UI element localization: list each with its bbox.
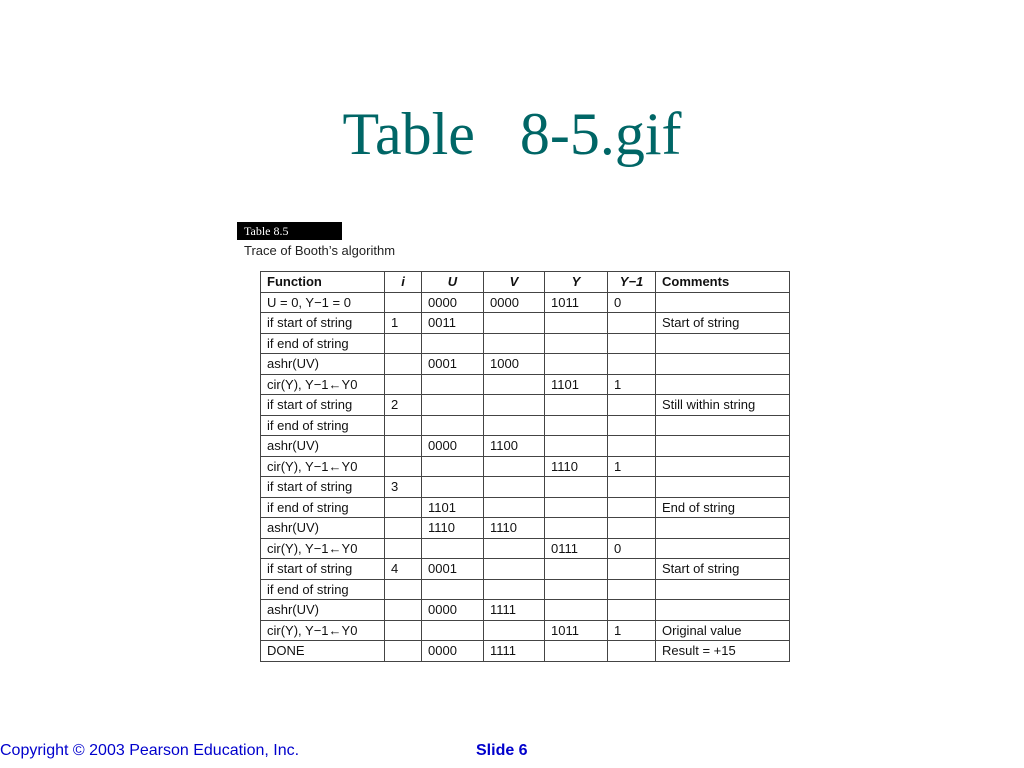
cell-function: ashr(UV) — [261, 436, 385, 457]
cell-y-minus-1 — [608, 395, 656, 416]
header-function: Function — [261, 272, 385, 293]
table-row — [261, 518, 790, 539]
cell-y — [545, 518, 608, 539]
cell-v: 1111 — [484, 600, 545, 621]
cell-i — [385, 579, 422, 600]
cell-u: 0000 — [422, 436, 484, 457]
cell-y-minus-1 — [608, 559, 656, 580]
cell-v — [484, 477, 545, 498]
cell-y — [545, 415, 608, 436]
cell-comments — [656, 456, 790, 477]
cell-i — [385, 456, 422, 477]
cell-v: 1111 — [484, 641, 545, 662]
header-y: Y — [545, 272, 608, 293]
cell-v — [484, 620, 545, 641]
cell-u — [422, 415, 484, 436]
cell-i — [385, 497, 422, 518]
cell-v — [484, 374, 545, 395]
cell-y — [545, 559, 608, 580]
cell-y-minus-1 — [608, 600, 656, 621]
cell-y-minus-1 — [608, 477, 656, 498]
cell-function: cir(Y), Y−1←Y0 — [261, 620, 385, 641]
cell-y-minus-1 — [608, 333, 656, 354]
cell-comments — [656, 579, 790, 600]
cell-comments — [656, 333, 790, 354]
slide-title: Table 8-5.gif — [342, 101, 682, 167]
header-u: U — [422, 272, 484, 293]
cell-comments: End of string — [656, 497, 790, 518]
cell-y — [545, 477, 608, 498]
cell-comments — [656, 518, 790, 539]
table-row — [261, 436, 790, 457]
cell-i — [385, 415, 422, 436]
cell-comments — [656, 415, 790, 436]
header-y-minus-1: Y−1 — [608, 272, 656, 293]
cell-i — [385, 292, 422, 313]
cell-y — [545, 641, 608, 662]
cell-v — [484, 395, 545, 416]
cell-y: 1011 — [545, 292, 608, 313]
cell-comments — [656, 374, 790, 395]
cell-function: ashr(UV) — [261, 518, 385, 539]
table-row — [261, 600, 790, 621]
cell-y-minus-1 — [608, 313, 656, 334]
cell-y — [545, 395, 608, 416]
cell-i — [385, 354, 422, 375]
cell-v — [484, 415, 545, 436]
cell-comments — [656, 292, 790, 313]
cell-v — [484, 333, 545, 354]
cell-u — [422, 456, 484, 477]
table-row — [261, 477, 790, 498]
cell-y — [545, 333, 608, 354]
cell-i — [385, 374, 422, 395]
table-row — [261, 559, 790, 580]
cell-function: if start of string — [261, 559, 385, 580]
table-row — [261, 333, 790, 354]
cell-y: 1101 — [545, 374, 608, 395]
cell-u — [422, 579, 484, 600]
cell-v — [484, 538, 545, 559]
cell-function: if end of string — [261, 333, 385, 354]
table-row — [261, 456, 790, 477]
cell-function: DONE — [261, 641, 385, 662]
cell-v: 1100 — [484, 436, 545, 457]
cell-comments — [656, 354, 790, 375]
cell-u: 0000 — [422, 292, 484, 313]
cell-u: 0001 — [422, 559, 484, 580]
cell-i: 4 — [385, 559, 422, 580]
cell-function: cir(Y), Y−1←Y0 — [261, 538, 385, 559]
cell-function: if start of string — [261, 477, 385, 498]
cell-u: 0001 — [422, 354, 484, 375]
header-i: i — [385, 272, 422, 293]
cell-i — [385, 620, 422, 641]
booth-trace-table — [260, 271, 790, 662]
table-row — [261, 641, 790, 662]
cell-y — [545, 600, 608, 621]
cell-function: U = 0, Y−1 = 0 — [261, 292, 385, 313]
table-caption: Trace of Booth’s algorithm — [244, 243, 396, 258]
table-row — [261, 497, 790, 518]
table-row — [261, 579, 790, 600]
copyright-footer: Copyright © 2003 Pearson Education, Inc. — [0, 742, 300, 759]
cell-y: 1011 — [545, 620, 608, 641]
cell-y-minus-1 — [608, 579, 656, 600]
cell-u: 0000 — [422, 600, 484, 621]
cell-function: if end of string — [261, 415, 385, 436]
slide-number: Slide 6 — [476, 742, 528, 759]
cell-y-minus-1 — [608, 518, 656, 539]
cell-function: ashr(UV) — [261, 600, 385, 621]
cell-u: 1110 — [422, 518, 484, 539]
cell-u — [422, 477, 484, 498]
cell-i — [385, 436, 422, 457]
cell-v: 1110 — [484, 518, 545, 539]
cell-i — [385, 538, 422, 559]
cell-comments — [656, 538, 790, 559]
cell-i — [385, 333, 422, 354]
cell-y-minus-1 — [608, 354, 656, 375]
cell-y-minus-1: 0 — [608, 538, 656, 559]
cell-function: ashr(UV) — [261, 354, 385, 375]
cell-comments: Start of string — [656, 559, 790, 580]
table-row — [261, 415, 790, 436]
header-v: V — [484, 272, 545, 293]
cell-y — [545, 497, 608, 518]
table-number-label: Table 8.5 — [237, 222, 342, 240]
table-row — [261, 395, 790, 416]
table-header-row — [261, 272, 790, 293]
cell-y-minus-1 — [608, 436, 656, 457]
cell-y-minus-1 — [608, 415, 656, 436]
cell-u — [422, 620, 484, 641]
cell-v — [484, 456, 545, 477]
cell-comments: Still within string — [656, 395, 790, 416]
cell-v: 0000 — [484, 292, 545, 313]
cell-u — [422, 538, 484, 559]
table-row — [261, 292, 790, 313]
cell-i: 3 — [385, 477, 422, 498]
cell-i: 1 — [385, 313, 422, 334]
cell-u — [422, 395, 484, 416]
cell-comments — [656, 477, 790, 498]
cell-v — [484, 579, 545, 600]
cell-y — [545, 436, 608, 457]
cell-function: cir(Y), Y−1←Y0 — [261, 456, 385, 477]
table-row — [261, 538, 790, 559]
cell-y-minus-1 — [608, 641, 656, 662]
cell-comments: Original value — [656, 620, 790, 641]
cell-y: 1110 — [545, 456, 608, 477]
cell-comments — [656, 436, 790, 457]
cell-u — [422, 333, 484, 354]
table-row — [261, 374, 790, 395]
cell-y-minus-1 — [608, 497, 656, 518]
table-row — [261, 354, 790, 375]
cell-v — [484, 559, 545, 580]
cell-y-minus-1: 1 — [608, 456, 656, 477]
cell-y-minus-1: 1 — [608, 374, 656, 395]
cell-v: 1000 — [484, 354, 545, 375]
cell-i — [385, 641, 422, 662]
cell-i: 2 — [385, 395, 422, 416]
table-body — [261, 292, 790, 661]
cell-u: 1101 — [422, 497, 484, 518]
cell-i — [385, 600, 422, 621]
cell-function: if start of string — [261, 313, 385, 334]
cell-comments: Start of string — [656, 313, 790, 334]
cell-u: 0011 — [422, 313, 484, 334]
cell-v — [484, 497, 545, 518]
cell-function: cir(Y), Y−1←Y0 — [261, 374, 385, 395]
cell-y: 0111 — [545, 538, 608, 559]
table-row — [261, 620, 790, 641]
cell-comments: Result = +15 — [656, 641, 790, 662]
cell-function: if end of string — [261, 497, 385, 518]
cell-comments — [656, 600, 790, 621]
cell-function: if start of string — [261, 395, 385, 416]
cell-y — [545, 354, 608, 375]
cell-function: if end of string — [261, 579, 385, 600]
cell-y-minus-1: 0 — [608, 292, 656, 313]
cell-y — [545, 313, 608, 334]
cell-v — [484, 313, 545, 334]
cell-y — [545, 579, 608, 600]
header-comments: Comments — [656, 272, 790, 293]
cell-y-minus-1: 1 — [608, 620, 656, 641]
cell-i — [385, 518, 422, 539]
cell-u: 0000 — [422, 641, 484, 662]
cell-u — [422, 374, 484, 395]
table-row — [261, 313, 790, 334]
